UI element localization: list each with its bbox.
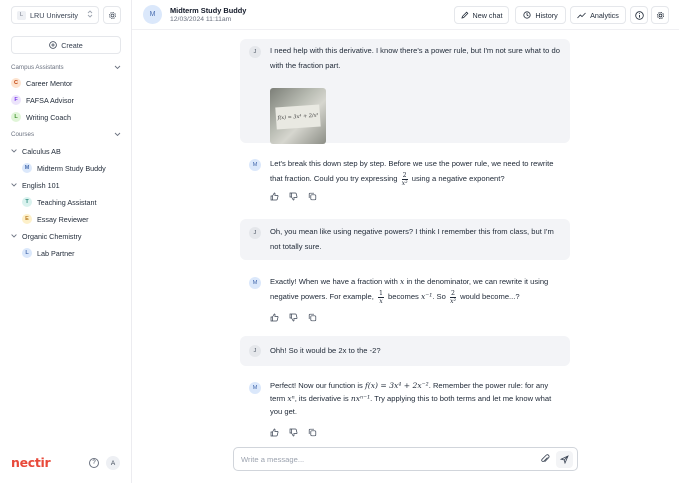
course-name: Organic Chemistry xyxy=(22,231,82,241)
nectir-logo: nectir xyxy=(11,455,51,470)
chat-date: 12/03/2024 11:11am xyxy=(170,16,232,23)
history-label: History xyxy=(535,10,558,20)
sidebar-item-label: Lab Partner xyxy=(37,248,75,258)
paperclip-icon[interactable] xyxy=(540,454,551,465)
avatar: M xyxy=(22,163,32,173)
message-user xyxy=(240,219,570,260)
avatar: J xyxy=(249,46,261,58)
message-actions xyxy=(270,428,317,437)
history-button[interactable] xyxy=(515,6,566,24)
sidebar-item-label: Midterm Study Buddy xyxy=(37,163,106,173)
courses-header[interactable] xyxy=(11,131,121,138)
send-icon xyxy=(560,455,569,464)
campus-assistants-header[interactable] xyxy=(11,64,121,71)
sidebar-item-midterm-study-buddy[interactable] xyxy=(22,161,121,175)
course-group-organic-chemistry[interactable] xyxy=(11,230,82,242)
avatar: M xyxy=(249,277,261,289)
thumbs-up-icon[interactable] xyxy=(270,192,279,201)
campus-assistants-title: Campus Assistants xyxy=(11,64,64,71)
org-badge: L xyxy=(17,11,26,20)
message-actions xyxy=(270,192,317,201)
courses-title: Courses xyxy=(11,131,35,138)
attached-image[interactable] xyxy=(270,88,326,144)
message-user xyxy=(240,336,570,366)
chevron-down-icon xyxy=(11,183,17,187)
edit-icon xyxy=(461,11,469,19)
copy-icon[interactable] xyxy=(308,313,317,322)
plus-circle-icon xyxy=(49,41,57,49)
avatar: L xyxy=(11,112,21,122)
sidebar xyxy=(0,0,132,483)
thumbs-down-icon[interactable] xyxy=(289,313,298,322)
org-selector[interactable] xyxy=(11,6,99,24)
fraction: $\frac{2}{\text{x²}}$ xyxy=(449,289,456,305)
message-text: Ohh! So it would be 2x to the -2? xyxy=(270,346,381,355)
avatar: C xyxy=(11,78,21,88)
user-avatar[interactable]: A xyxy=(106,456,120,470)
chevron-down-icon xyxy=(11,234,17,238)
sidebar-item-fafsa-advisor[interactable] xyxy=(11,93,121,107)
org-name: LRU University xyxy=(30,10,78,20)
sidebar-item-writing-coach[interactable] xyxy=(11,110,121,124)
sidebar-item-lab-partner[interactable] xyxy=(22,246,121,260)
org-settings-button[interactable] xyxy=(103,6,121,24)
image-equation: f(x) = 3x⁴ + 2/x² xyxy=(277,112,319,122)
fraction: $\frac{2}{\text{x²}}$ xyxy=(401,171,408,187)
thumbs-down-icon[interactable] xyxy=(289,428,298,437)
chat-area xyxy=(132,30,679,483)
avatar: F xyxy=(11,95,21,105)
message-text: Exactly! When we have a fraction with x in the denominator, we can rewrite it using negative powers. For example, $\frac{1}{x}$ becomes x⁻¹. So $\frac{2}{\text{x²}}$ would become...? xyxy=(270,277,549,305)
copy-icon[interactable] xyxy=(308,428,317,437)
course-group-calculus-ab[interactable] xyxy=(11,145,61,157)
thumbs-up-icon[interactable] xyxy=(270,428,279,437)
course-group-english-101[interactable] xyxy=(11,179,60,191)
fraction: $\frac{1}{x}$ xyxy=(378,289,383,305)
chevron-down-icon xyxy=(11,149,17,153)
course-name: English 101 xyxy=(22,180,60,190)
analytics-button[interactable] xyxy=(570,6,626,24)
settings-button[interactable] xyxy=(651,6,669,24)
copy-icon[interactable] xyxy=(308,192,317,201)
gear-icon xyxy=(656,11,665,20)
create-button[interactable] xyxy=(11,36,121,54)
info-icon xyxy=(635,11,644,20)
trend-icon xyxy=(577,12,586,19)
message-input[interactable] xyxy=(241,453,531,466)
sidebar-item-label: Essay Reviewer xyxy=(37,214,89,224)
sidebar-item-teaching-assistant[interactable] xyxy=(22,195,121,209)
message-assistant xyxy=(240,152,570,208)
avatar: T xyxy=(22,197,32,207)
gear-icon xyxy=(108,11,117,20)
history-icon xyxy=(523,11,531,19)
thumbs-down-icon[interactable] xyxy=(289,192,298,201)
sidebar-item-label: FAFSA Advisor xyxy=(26,95,74,105)
chevron-down-icon xyxy=(114,65,121,70)
message-text: Oh, you mean like using negative powers? I think I remember this from class, but I'm not totally sure. xyxy=(270,227,554,251)
help-icon[interactable]: ? xyxy=(89,458,99,468)
message-composer xyxy=(233,447,578,471)
new-chat-button[interactable] xyxy=(454,6,509,24)
sidebar-item-career-mentor[interactable] xyxy=(11,76,121,90)
sidebar-item-essay-reviewer[interactable] xyxy=(22,212,121,226)
message-text: Let's break this down step by step. Before we use the power rule, we need to rewrite that fraction. Could you try expressing $\frac{2}{\text{x²}}$ using a negative exponent? xyxy=(270,159,554,187)
analytics-label: Analytics xyxy=(590,10,619,20)
message-assistant xyxy=(240,270,570,327)
avatar: M xyxy=(249,159,261,171)
chevron-down-icon xyxy=(114,132,121,137)
message-text: Perfect! Now our function is f(x) = 3x⁴ + 2x⁻². Remember the power rule: for any term xⁿ, its derivative is nxⁿ⁻¹. Try applying this to both terms and let me know what you get. xyxy=(270,381,552,416)
message-user xyxy=(240,39,570,143)
chat-header xyxy=(132,0,679,30)
avatar: M xyxy=(143,5,162,24)
new-chat-label: New chat xyxy=(472,10,503,20)
avatar: L xyxy=(22,248,32,258)
avatar: E xyxy=(22,214,32,224)
thumbs-up-icon[interactable] xyxy=(270,313,279,322)
avatar: J xyxy=(249,227,261,239)
send-button[interactable] xyxy=(556,451,573,468)
sidebar-item-label: Writing Coach xyxy=(26,112,72,122)
page-title: Midterm Study Buddy xyxy=(170,6,247,15)
chevron-updown-icon xyxy=(87,10,93,20)
message-actions xyxy=(270,313,317,322)
sidebar-item-label: Teaching Assistant xyxy=(37,197,97,207)
info-button[interactable] xyxy=(630,6,648,24)
message-text: I need help with this derivative. I know there's a power rule, but I'm not sure what to do with the fraction part. xyxy=(270,46,560,70)
sidebar-item-label: Career Mentor xyxy=(26,78,73,88)
message-assistant xyxy=(240,376,570,442)
course-name: Calculus AB xyxy=(22,146,61,156)
create-label: Create xyxy=(61,40,83,50)
avatar: J xyxy=(249,345,261,357)
avatar: M xyxy=(249,382,261,394)
